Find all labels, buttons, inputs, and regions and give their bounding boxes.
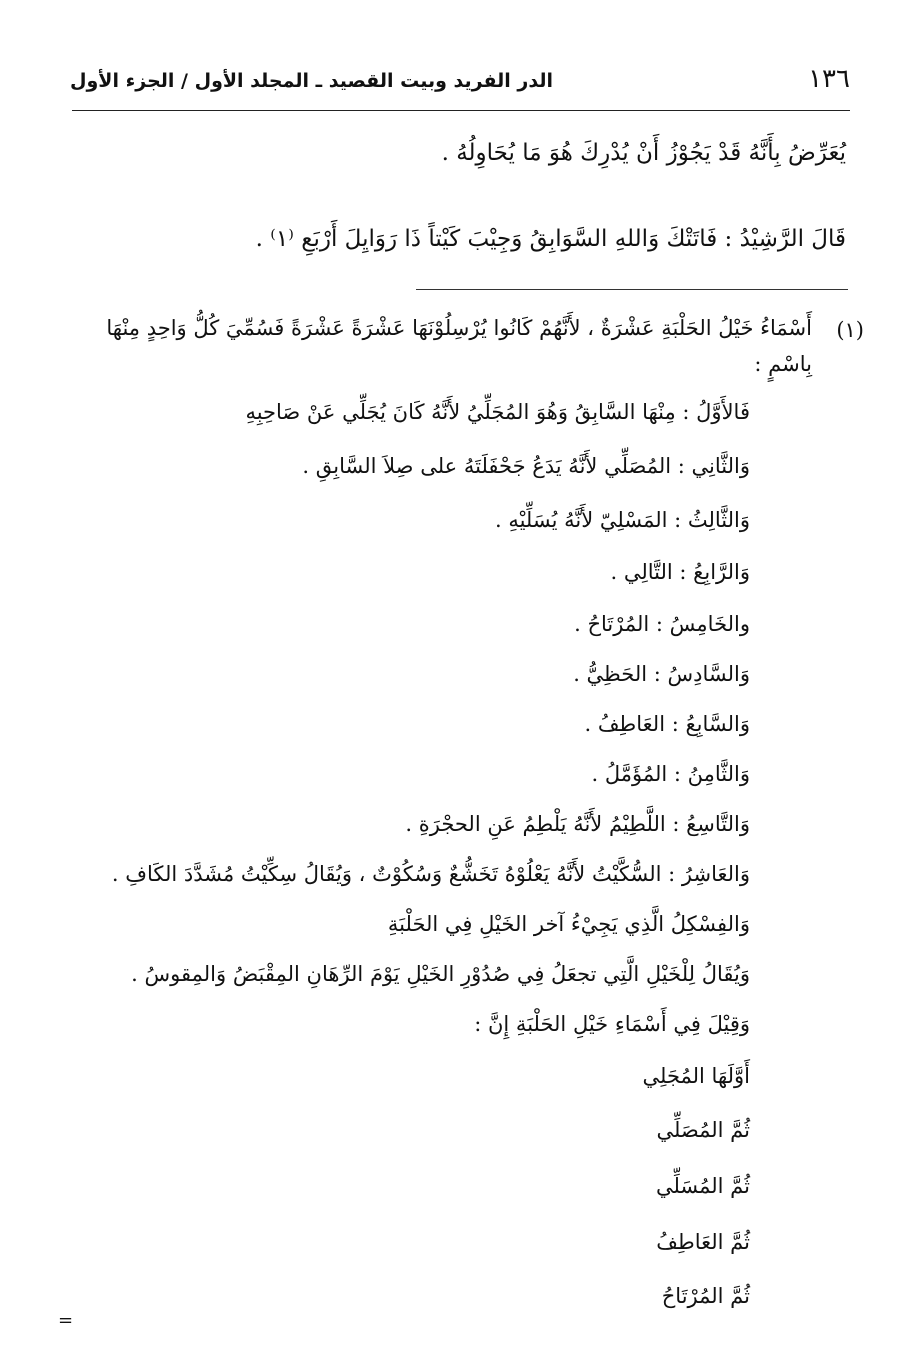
running-title: الدر الفريد وبيت القصيد ـ المجلد الأول / الجزء الأول: [70, 70, 553, 92]
list-item: ثُمَّ المُسَلِّي: [655, 1174, 750, 1198]
list-item: وَالعَاشِرُ : السُّكَّيْتُ لأَنَّهُ يَعْلُوْهُ تَخَشُّعٌ وَسُكُوْتٌ ، وَيُقَالُ سِكِّيْتُ مُشَدَّدَ الكَافِ .: [111, 862, 750, 886]
list-item: فَالأَوَّلُ : مِنْهَا السَّابِقُ وَهُوَ المُجَلِّيُ لأَنَّهُ كَانَ يُجَلِّي عَنْ صَاحِبِهِ: [245, 400, 750, 424]
page-number: ١٣٦: [808, 64, 850, 94]
header-rule: [72, 110, 850, 111]
list-item: وَالثَّانِي : المُصَلِّي لأَنَّهُ يَدَعُ جَحْفَلَتَهُ على صِلاَ السَّابِقِ .: [302, 454, 750, 478]
list-item: وَالفِسْكِلُ الَّذِي يَجِيْءُ آخر الخَيْلِ فِي الحَلْبَةِ: [387, 912, 750, 936]
list-item: ثُمَّ المُرْتَاحُ: [661, 1284, 750, 1308]
list-item: وَالثَّالِثُ : المَسْلِيّ لأَنَّهُ يُسَلِّيْهِ .: [494, 508, 750, 532]
footnote-intro-line-2: بِاسْمٍ :: [754, 352, 812, 376]
list-item: وَالثَّامِنُ : المُؤَمَّلُ .: [591, 762, 750, 786]
list-item: ثُمَّ العَاطِفُ: [656, 1230, 750, 1254]
margin-mark: =: [58, 1310, 74, 1331]
list-item: وَالتَّاسِعُ : اللَّطِيْمُ لأَنَّهُ يَلْطِمُ عَنِ الحجْرَةِ .: [405, 812, 750, 836]
footnote-rule: [416, 289, 848, 290]
list-item: أَوَّلَهَا المُجَلِي: [642, 1064, 750, 1088]
list-item: وَالرَّابِعُ : التَّالِي .: [610, 560, 750, 584]
list-item: والخَامِسُ : المُرْتَاحُ .: [574, 612, 750, 636]
page-header: [70, 62, 850, 102]
list-item: ثُمَّ المُصَلِّي: [656, 1118, 750, 1142]
list-item: وَالسَّابِعُ : العَاطِفُ .: [584, 712, 750, 736]
list-item: وَيُقَالُ لِلْخَيْلِ الَّتِي تجعَلُ فِي صُدُوْرِ الخَيْلِ يَوْمَ الرِّهَانِ المِقْبَضُ وَالمِقوسُ .: [131, 962, 750, 986]
body-line-2: قَالَ الرَّشِيْدُ : فَاتَتْكَ وَاللهِ السَّوَابِقُ وَجِيْبَ كَيْتاً ذَا رَوَايِلَ أَرْبَعِ ⁽١⁾ .: [255, 226, 846, 252]
footnote-marker: (١): [836, 318, 864, 342]
list-item: وَالسَّادِسُ : الحَظِيُّ .: [573, 662, 750, 686]
list-item: وَقِيْلَ فِي أَسْمَاءِ خَيْلِ الحَلْبَةِ إِنَّ :: [474, 1012, 750, 1036]
footnote-intro-line-1: أَسْمَاءُ خَيْلُ الحَلْبَةِ عَشْرَةٌ ، لأَنَّهُمْ كَانُوا يُرْسِلُوْنَهَا عَشْرَةً عَشْرَةً فَسُمِّيَ كُلُّ وَاحِدٍ مِنْهَا: [106, 316, 812, 340]
body-line-1: يُعَرِّضُ بِأَنَّهُ قَدْ يَجُوْزُ أَنْ يُدْرِكَ هُوَ مَا يُحَاوِلُهُ .: [441, 140, 846, 166]
